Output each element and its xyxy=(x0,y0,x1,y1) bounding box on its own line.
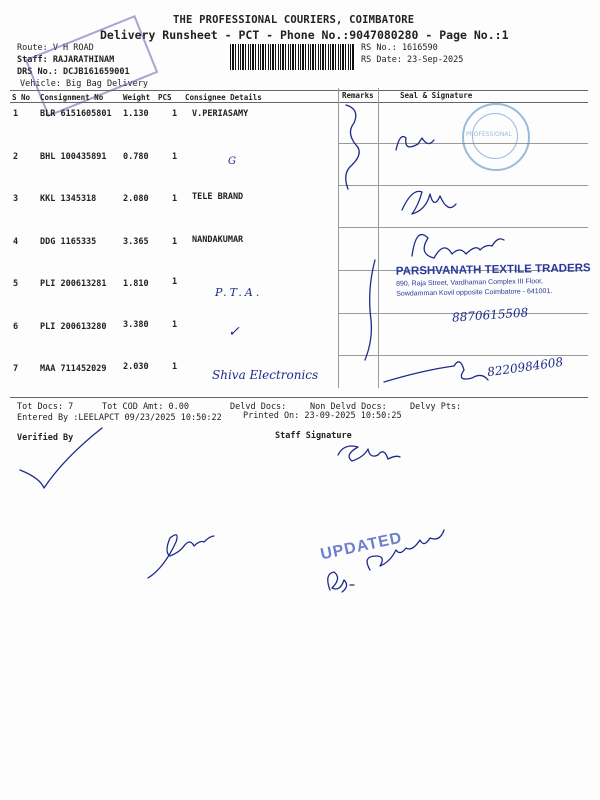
row-consignment: DDG 1165335 xyxy=(40,237,97,247)
row-consignee: TELE BRAND xyxy=(192,192,244,202)
row-consignment: MAA 711452029 xyxy=(40,364,107,374)
delivery-points: Delvy Pts: xyxy=(410,402,462,412)
vehicle: Vehicle: Big Bag Delivery xyxy=(20,79,148,89)
staff-signature-label: Staff Signature xyxy=(275,431,352,441)
row-weight: 2.080 xyxy=(123,194,149,204)
row-consignment: PLI 200613280 xyxy=(40,322,107,332)
col-remarks: Remarks xyxy=(342,91,374,100)
row-sno: 5 xyxy=(13,279,19,289)
runsheet-title: Delivery Runsheet - PCT - Phone No.:9047080280 - Page No.:1 xyxy=(100,28,509,42)
row-sno: 2 xyxy=(13,152,19,162)
delivered-docs: Delvd Docs: xyxy=(230,402,287,412)
row-pcs: 1 xyxy=(172,194,178,204)
row-sno: 4 xyxy=(13,237,19,247)
staff: Staff: RAJARATHINAM xyxy=(17,55,115,65)
col-consignment: Consignment No xyxy=(40,93,104,102)
row-pcs: 1 xyxy=(172,109,178,119)
row-consignment: KKL 1345318 xyxy=(40,194,97,204)
row-pcs: 1 xyxy=(172,362,178,372)
printed-on: Printed On: 23-09-2025 10:50:25 xyxy=(243,411,402,421)
row-weight: 0.780 xyxy=(123,152,149,162)
seal-text: PROFESSIONAL xyxy=(466,131,512,138)
col-consignee: Consignee Details xyxy=(185,93,262,102)
col-sno: S No xyxy=(12,93,31,102)
phone-handwritten-2: 8220984608 xyxy=(486,354,564,380)
col-seal: Seal & Signature xyxy=(400,91,473,100)
row-note: ✓ xyxy=(228,324,240,340)
row-sno: 6 xyxy=(13,322,19,332)
row-sno: 3 xyxy=(13,194,19,204)
row-weight: 3.365 xyxy=(123,237,149,247)
row-pcs: 1 xyxy=(172,237,178,247)
route: Route: V H ROAD xyxy=(17,43,94,53)
row-weight: 1.130 xyxy=(123,109,149,119)
verified-by-label: Verified By xyxy=(17,433,74,443)
row-pcs: 1 xyxy=(172,320,178,330)
updated-stamp: UPDATED xyxy=(319,529,404,564)
row-weight: 1.810 xyxy=(123,279,149,289)
row-consignment: BLR 6151605801 xyxy=(40,109,112,119)
row-note: Shiva Electronics xyxy=(212,368,319,382)
row-weight: 3.380 xyxy=(123,320,149,330)
non-delivered-docs: Non Delvd Docs: xyxy=(310,402,387,412)
col-weight: Weight xyxy=(123,93,151,102)
total-cod: Tot COD Amt: 0.00 xyxy=(102,402,189,412)
row-consignment: PLI 200613281 xyxy=(40,279,107,289)
row-note: P.T.A. xyxy=(215,286,263,299)
row-sno: 1 xyxy=(13,109,19,119)
phone-handwritten-1: 8870615508 xyxy=(451,305,529,325)
row-consignee: V.PERIASAMY xyxy=(192,109,249,119)
trader-address-line2: Sowdamman Kovil opposite Coimbatore - 641001. xyxy=(396,287,553,298)
row-consignment: BHL 100435891 xyxy=(40,152,107,162)
trader-address-line1: 890, Raja Street, Vardhaman Complex III Floor, xyxy=(395,278,544,288)
trader-name: PARSHVANATH TEXTILE TRADERS xyxy=(395,262,591,278)
row-pcs: 1 xyxy=(172,277,178,287)
rs-number: RS No.: 1616590 xyxy=(361,43,438,53)
entered-by: Entered By :LEELAPCT 09/23/2025 10:50:22 xyxy=(17,413,222,423)
company-title: THE PROFESSIONAL COURIERS, COIMBATORE xyxy=(173,14,415,26)
drs-number: DRS No.: DCJB161659001 xyxy=(17,67,130,77)
col-pcs: PCS xyxy=(158,93,172,102)
row-consignee: NANDAKUMAR xyxy=(192,235,244,245)
total-docs: Tot Docs: 7 xyxy=(17,402,74,412)
rs-date: RS Date: 23-Sep-2025 xyxy=(361,55,464,65)
row-sno: 7 xyxy=(13,364,19,374)
row-weight: 2.030 xyxy=(123,362,149,372)
row-pcs: 1 xyxy=(172,152,178,162)
row-note: G xyxy=(228,156,236,167)
